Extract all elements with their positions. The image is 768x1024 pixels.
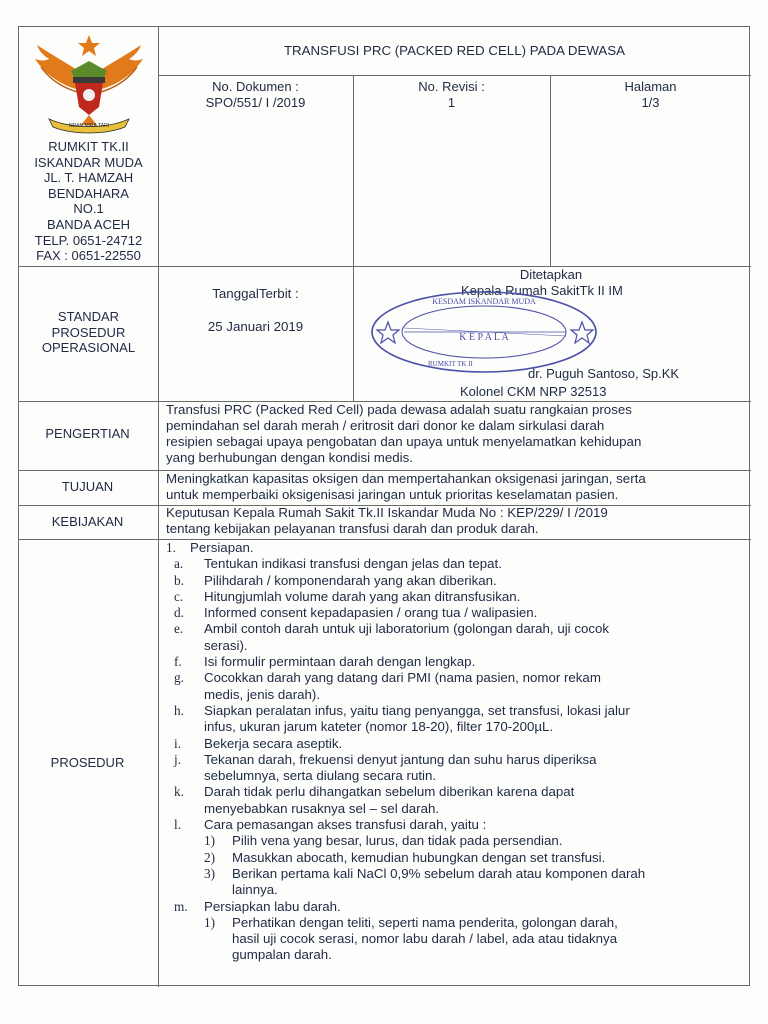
- hospital-logo: [27, 31, 151, 139]
- address-line: FAX : 0651-22550: [36, 248, 141, 264]
- step-text: Persiapan.: [190, 540, 254, 555]
- item-text-line: Darah tidak perlu dihangatkan sebelum diberikan karena dapat: [204, 784, 575, 800]
- item-text-line: Tentukan indikasi transfusi dengan jelas dan tepat.: [204, 556, 502, 572]
- sub-item-text-line: Masukkan abocath, kemudian hubungkan dengan set transfusi.: [232, 849, 606, 865]
- item-text-line: Bekerja secara aseptik.: [204, 735, 343, 751]
- item-letter: k.: [174, 784, 184, 800]
- procedure-list: [166, 540, 746, 964]
- item-text-line: infus, ukuran jarum kateter (nomor 18-20), filter 170-200µL.: [204, 719, 554, 735]
- item-text: [204, 605, 746, 621]
- item-text: [204, 752, 746, 785]
- item-text-line: Ambil contoh darah untuk uji laboratorium (golongan darah, uji cocok: [204, 621, 610, 637]
- item-text: [204, 670, 746, 703]
- signer-rank: Kolonel CKM NRP 32513: [460, 384, 607, 399]
- list-item: [166, 784, 746, 817]
- list-item: [166, 752, 746, 785]
- address-line: JL. T. HAMZAH: [43, 170, 134, 186]
- address-line: TELP. 0651-24712: [34, 232, 143, 248]
- sop-label-line: OPERASIONAL: [41, 340, 136, 355]
- revision-number: [353, 79, 550, 110]
- sub-item-number: 1): [204, 914, 216, 930]
- list-item: [166, 817, 746, 833]
- item-text-line: medis, jenis darah).: [204, 686, 321, 702]
- item-text-line: Informed consent kepadapasien / orang tua / walipasien.: [204, 605, 538, 621]
- item-text: [204, 589, 746, 605]
- item-text: [204, 654, 746, 670]
- list-item: [166, 589, 746, 605]
- text-line: untuk memperbaiki oksigenisasi jaringan untuk prioritas keselamatan pasien.: [166, 487, 619, 502]
- document-number: [158, 79, 353, 110]
- list-item: [166, 899, 746, 915]
- list-item: [166, 573, 746, 589]
- divider-col2: [353, 75, 354, 401]
- address-line: NO.1: [73, 201, 104, 217]
- sub-item-text-line: gumpalan darah.: [232, 947, 332, 963]
- address-line: BENDAHARA: [48, 185, 129, 201]
- item-text-line: sebelumnya, serta diulang secara rutin.: [204, 768, 437, 784]
- item-text: [204, 573, 746, 589]
- list-item: [166, 605, 746, 621]
- item-letter: l.: [174, 817, 182, 833]
- kebijakan-text: [166, 505, 744, 537]
- item-text: [204, 556, 746, 572]
- item-letter: h.: [174, 702, 184, 718]
- item-letter: j.: [174, 751, 182, 767]
- issue-date-value: 25 Januari 2019: [207, 319, 304, 334]
- item-text-line: Isi formulir permintaan darah dengan lengkap.: [204, 654, 476, 670]
- section-label-kebijakan: KEBIJAKAN: [51, 514, 124, 529]
- issue-date-label: TanggalTerbit :: [212, 286, 299, 301]
- tujuan-text: [166, 471, 744, 503]
- sub-item-text: [232, 866, 746, 899]
- sub-item-text-line: Pilih vena yang besar, lurus, dan tidak pada persendian.: [232, 833, 563, 849]
- list-item: [166, 621, 746, 654]
- sub-item-number: 1): [204, 833, 216, 849]
- item-text-line: serasi).: [204, 637, 248, 653]
- pengertian-text: [166, 402, 744, 466]
- sop-label-line: STANDAR: [57, 309, 120, 324]
- item-letter: d.: [174, 605, 184, 621]
- approved-by: Kepala Rumah SakitTk II IM: [461, 283, 623, 298]
- revision-label: No. Revisi :: [418, 79, 485, 94]
- sub-item-text: [232, 850, 746, 866]
- item-letter: f.: [174, 654, 182, 670]
- item-text: Persiapkan labu darah.: [204, 898, 341, 914]
- sub-list-item: [166, 833, 746, 849]
- sub-item-text-line: lainnya.: [232, 882, 278, 898]
- ditetapkan-label: Ditetapkan: [519, 267, 583, 282]
- svg-text:KESDAM ISKANDAR MUDA: KESDAM ISKANDAR MUDA: [432, 297, 536, 306]
- item-letter: b.: [174, 572, 184, 588]
- item-letter: a.: [174, 556, 184, 572]
- item-letter: g.: [174, 670, 184, 686]
- svg-text:K E P A L A: K E P A L A: [459, 332, 509, 343]
- page-value: 1/3: [641, 94, 660, 110]
- item-text-line: menyebabkan rusaknya sel – sel darah.: [204, 800, 440, 816]
- sub-item-number: 3): [204, 865, 216, 881]
- text-line: Meningkatkan kapasitas oksigen dan mempertahankan oksigenasi jaringan, serta: [166, 471, 646, 486]
- divider-title: [158, 75, 751, 76]
- item-letter: c.: [174, 588, 184, 604]
- item-letter: e.: [174, 621, 184, 637]
- item-text-line: Hitungjumlah volume darah yang akan ditransfusikan.: [204, 588, 521, 604]
- sub-item-text: [232, 915, 746, 964]
- step-number: 1.: [166, 540, 176, 555]
- sub-item-text-line: Perhatikan dengan teliti, seperti nama penderita, golongan darah,: [232, 914, 618, 930]
- item-letter: m.: [174, 898, 188, 914]
- list-item: [166, 703, 746, 736]
- item-letter: i.: [174, 735, 182, 751]
- svg-text:NDAN MIRA TARI: NDAN MIRA TARI: [68, 123, 110, 129]
- section-label-pengertian: PENGERTIAN: [45, 426, 130, 441]
- item-text-line: Pilihdarah / komponendarah yang akan diberikan.: [204, 572, 497, 588]
- sub-item-number: 2): [204, 849, 216, 865]
- sub-list-item: [166, 850, 746, 866]
- sop-label-line: PROSEDUR: [51, 324, 126, 340]
- sub-item-text: [232, 833, 746, 849]
- divider-header: [19, 266, 751, 267]
- document-title: TRANSFUSI PRC (PACKED RED CELL) PADA DEWASA: [283, 43, 626, 58]
- text-line: pemindahan sel darah merah / eritrosit dari donor ke dalam sirkulasi darah: [166, 418, 605, 433]
- item-text-line: Cara pemasangan akses transfusi darah, yaitu :: [204, 817, 487, 833]
- text-line: Transfusi PRC (Packed Red Cell) pada dewasa adalah suatu rangkaian proses: [166, 402, 632, 417]
- signer-name: dr. Puguh Santoso, Sp.KK: [528, 366, 680, 381]
- page-label: Halaman: [624, 79, 677, 94]
- item-text-line: Siapkan peralatan infus, yaitu tiang penyangga, set transfusi, lokasi jalur: [204, 702, 630, 718]
- list-item: [166, 736, 746, 752]
- sub-item-text-line: Berikan pertama kali NaCl 0,9% sebelum darah atau komponen darah: [232, 865, 646, 881]
- item-text-line: Cocokkan darah yang datang dari PMI (nama pasien, nomor rekam: [204, 670, 601, 686]
- address-line: ISKANDAR MUDA: [34, 154, 143, 170]
- sub-item-text-line: hasil uji cocok serasi, nomor labu darah / label, ada atau tidaknya: [232, 931, 618, 947]
- item-text: [204, 817, 746, 833]
- revision-value: 1: [447, 94, 456, 110]
- page-number: [550, 79, 751, 110]
- list-item: [166, 540, 746, 556]
- list-item: [166, 670, 746, 703]
- text-line: yang berhubungan dengan kondisi medis.: [166, 450, 413, 465]
- text-line: Keputusan Kepala Rumah Sakit Tk.II Iskandar Muda No : KEP/229/ I /2019: [166, 505, 608, 520]
- sub-list-item: [166, 866, 746, 899]
- sub-list-item: [166, 915, 746, 964]
- text-line: resipien sebagai upaya pengobatan dan upaya untuk menyelamatkan kehidupan: [166, 434, 642, 449]
- official-stamp: [368, 288, 608, 378]
- doc-number-value: SPO/551/ I /2019: [205, 94, 306, 110]
- doc-number-label: No. Dokumen :: [212, 79, 299, 94]
- item-text: [204, 621, 746, 654]
- hospital-address: [19, 139, 158, 264]
- text-line: tentang kebijakan pelayanan transfusi darah dan produk darah.: [166, 521, 539, 536]
- address-line: RUMKIT TK.II: [48, 139, 129, 154]
- divider-left-column: [158, 27, 159, 987]
- item-text: [204, 736, 746, 752]
- item-text: [204, 703, 746, 736]
- item-text-line: Tekanan darah, frekuensi denyut jantung dan suhu harus diperiksa: [204, 751, 597, 767]
- sop-label: [19, 309, 158, 356]
- section-label-prosedur: PROSEDUR: [50, 755, 125, 770]
- item-text: [204, 784, 746, 817]
- stamp-seal-icon: [368, 288, 608, 378]
- address-line: BANDA ACEH: [46, 216, 131, 232]
- svg-text:RUMKIT TK II: RUMKIT TK II: [428, 360, 473, 368]
- list-item: [166, 654, 746, 670]
- section-label-tujuan: TUJUAN: [61, 479, 114, 494]
- list-item: [166, 556, 746, 572]
- eagle-emblem-icon: [27, 31, 151, 139]
